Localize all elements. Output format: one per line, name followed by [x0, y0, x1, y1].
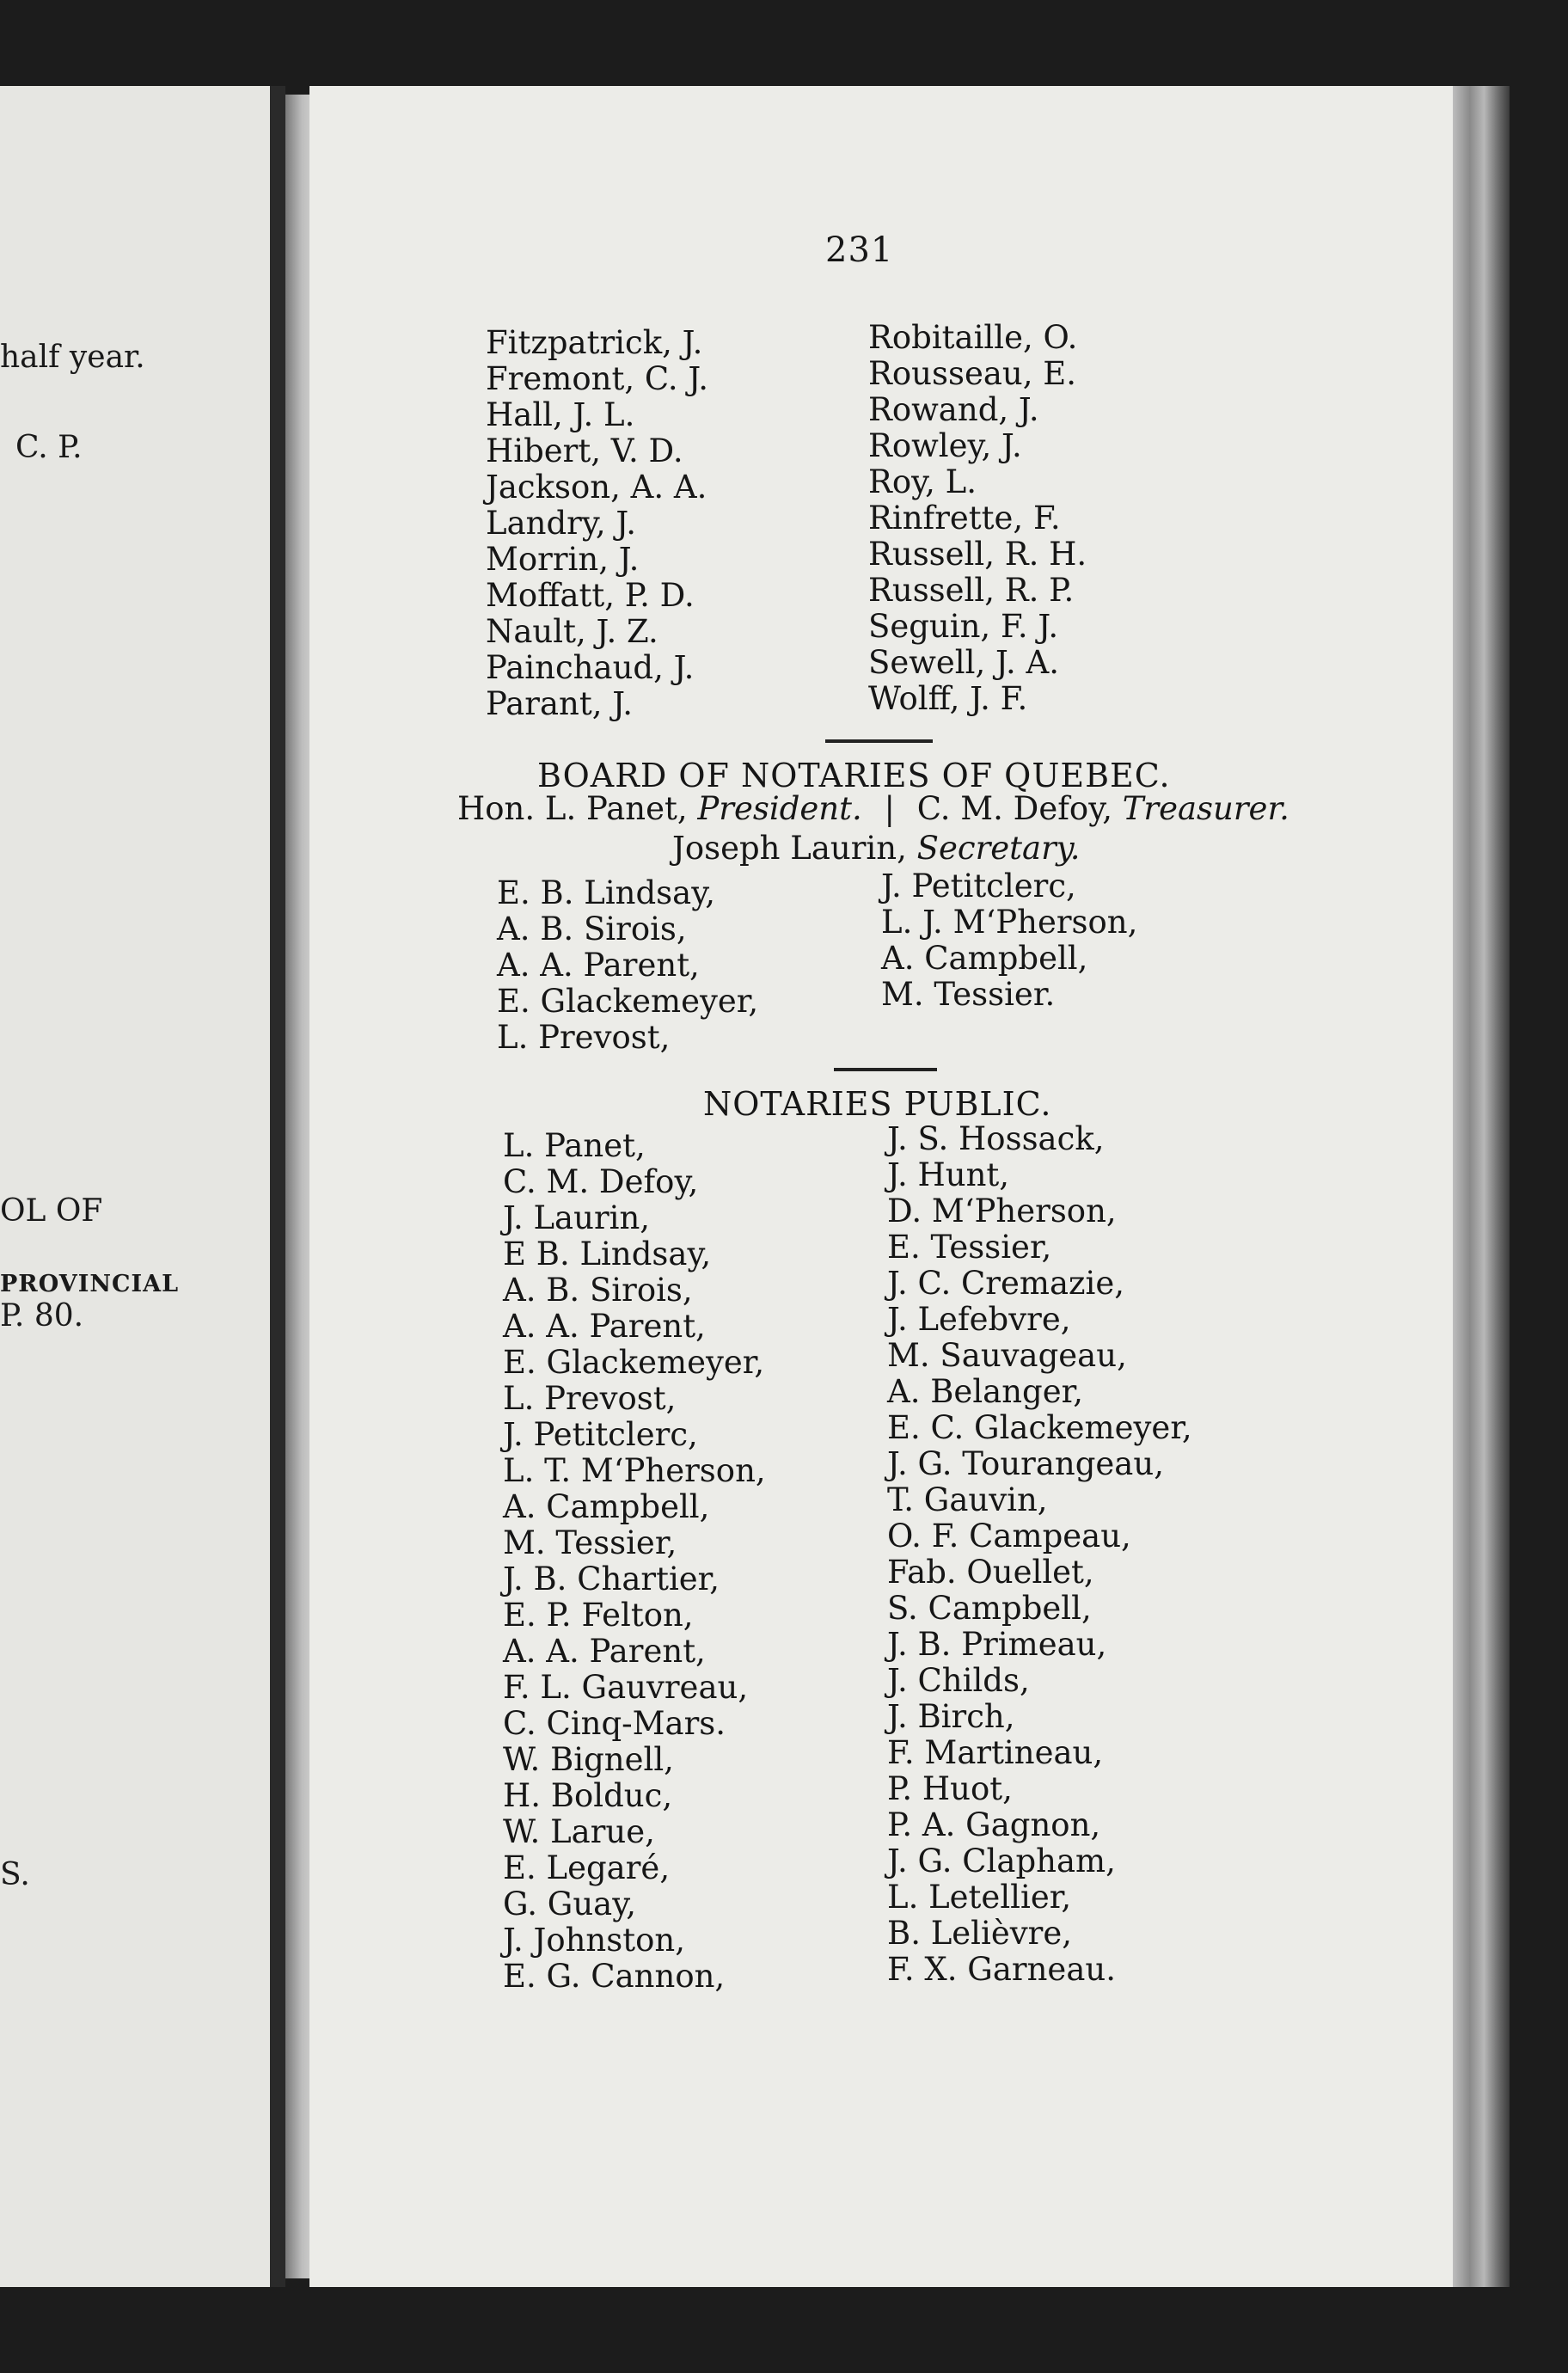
list-item: J. Laurin,: [503, 1199, 651, 1236]
left-fragment-s: S.: [0, 1857, 30, 1892]
notaries-left: [503, 1128, 766, 1995]
list-item: C. Cinq-Mars.: [503, 1705, 726, 1742]
list-item: Fremont, C. J.: [486, 360, 709, 397]
president-title: President.: [697, 790, 862, 827]
list-item: L. Prevost,: [503, 1380, 677, 1417]
list-item: Rowand, J.: [868, 391, 1039, 428]
list-item: A. B. Sirois,: [497, 911, 687, 947]
list-item: W. Bignell,: [503, 1741, 674, 1778]
board-members-right: [881, 868, 1137, 1013]
list-item: Parant, J.: [486, 685, 633, 722]
top-list-left: [486, 325, 708, 722]
list-item: B. Lelièvre,: [887, 1915, 1072, 1952]
list-item: L. Prevost,: [497, 1019, 671, 1056]
page-number: 231: [825, 230, 894, 270]
list-item: Fitzpatrick, J.: [486, 324, 703, 361]
list-item: G. Guay,: [503, 1886, 636, 1922]
list-item: Landry, J.: [486, 505, 637, 542]
list-item: S. Campbell,: [887, 1590, 1092, 1627]
list-item: Nault, J. Z.: [486, 613, 658, 650]
list-item: A. A. Parent,: [503, 1633, 706, 1670]
list-item: W. Larue,: [503, 1813, 655, 1850]
left-fragment-provincial: PROVINCIAL: [0, 1271, 180, 1297]
section-divider: [825, 739, 933, 743]
list-item: C. M. Defoy,: [503, 1163, 699, 1200]
list-item: M. Tessier,: [503, 1524, 677, 1561]
list-item: J. Lefebvre,: [887, 1301, 1071, 1338]
list-item: L. Letellier,: [887, 1879, 1072, 1916]
list-item: Hall, J. L.: [486, 396, 635, 433]
list-item: Seguin, F. J.: [868, 608, 1059, 645]
secretary-title: Secretary.: [916, 830, 1081, 867]
left-fragment-half-year: half year.: [0, 340, 145, 375]
left-fragment-p80: P. 80.: [0, 1298, 84, 1334]
left-fragment-cp: C. P.: [15, 430, 83, 465]
list-item: Sewell, J. A.: [868, 644, 1059, 681]
list-item: F. L. Gauvreau,: [503, 1669, 749, 1706]
notaries-heading: NOTARIES PUBLIC.: [703, 1085, 1052, 1123]
list-item: J. B. Primeau,: [887, 1626, 1107, 1663]
left-fragment-ol-of: OL OF: [0, 1193, 103, 1229]
list-item: A. A. Parent,: [503, 1308, 706, 1345]
officer-separator: |: [884, 790, 895, 827]
treasurer-name: C. M. Defoy,: [916, 790, 1112, 827]
list-item: J. Petitclerc,: [503, 1416, 698, 1453]
list-item: E. G. Cannon,: [503, 1958, 726, 1995]
list-item: J. B. Chartier,: [503, 1561, 720, 1597]
secretary-name: Joseph Laurin,: [672, 830, 907, 867]
officers-line-2: [672, 829, 1300, 868]
officers-line-1: [457, 789, 1300, 829]
list-item: A. Campbell,: [503, 1488, 710, 1525]
board-officers: [457, 789, 1300, 868]
list-item: J. G. Clapham,: [887, 1843, 1116, 1879]
list-item: O. F. Campeau,: [887, 1518, 1131, 1554]
list-item: T. Gauvin,: [887, 1481, 1048, 1518]
list-item: Wolff, J. F.: [868, 680, 1028, 717]
list-item: Morrin, J.: [486, 541, 640, 578]
book-gutter: [270, 86, 285, 2287]
list-item: J. S. Hossack,: [887, 1120, 1105, 1157]
list-item: J. G. Tourangeau,: [887, 1445, 1164, 1482]
list-item: J. Birch,: [887, 1698, 1015, 1735]
list-item: J. Petitclerc,: [881, 868, 1076, 904]
list-item: E. Glackemeyer,: [497, 983, 759, 1020]
list-item: E B. Lindsay,: [503, 1236, 712, 1272]
list-item: M. Tessier.: [881, 976, 1056, 1013]
list-item: Russell, R. H.: [868, 536, 1087, 573]
list-item: L. T. M‘Pherson,: [503, 1452, 766, 1489]
page-edge: [1453, 86, 1510, 2287]
list-item: Rousseau, E.: [868, 355, 1077, 392]
list-item: A. B. Sirois,: [503, 1272, 693, 1309]
list-item: F. Martineau,: [887, 1734, 1104, 1771]
top-list-right: [868, 320, 1087, 717]
list-item: J. Childs,: [887, 1662, 1030, 1699]
list-item: E. B. Lindsay,: [497, 874, 715, 911]
board-members-left: [497, 875, 758, 1056]
list-item: P. A. Gagnon,: [887, 1806, 1101, 1843]
list-item: L. J. M‘Pherson,: [881, 904, 1138, 941]
list-item: Robitaille, O.: [868, 319, 1078, 356]
list-item: Rowley, J.: [868, 427, 1022, 464]
list-item: H. Bolduc,: [503, 1777, 673, 1814]
list-item: Hibert, V. D.: [486, 432, 683, 469]
left-page: [0, 86, 275, 2287]
list-item: E. P. Felton,: [503, 1597, 694, 1634]
board-heading: BOARD OF NOTARIES OF QUEBEC.: [537, 757, 1171, 794]
notaries-right: [887, 1121, 1192, 1988]
list-item: D. M‘Pherson,: [887, 1193, 1117, 1229]
list-item: A. Campbell,: [881, 940, 1088, 977]
list-item: Moffatt, P. D.: [486, 577, 695, 614]
president-name: Hon. L. Panet,: [457, 790, 688, 827]
list-item: Rinfrette, F.: [868, 500, 1061, 537]
list-item: M. Sauvageau,: [887, 1337, 1127, 1374]
list-item: E. Legaré,: [503, 1849, 671, 1886]
list-item: Painchaud, J.: [486, 649, 695, 686]
list-item: L. Panet,: [503, 1127, 646, 1164]
list-item: Jackson, A. A.: [486, 469, 707, 506]
list-item: F. X. Garneau.: [887, 1951, 1116, 1988]
list-item: J. Hunt,: [887, 1156, 1010, 1193]
list-item: A. Belanger,: [887, 1373, 1084, 1410]
list-item: J. C. Cremazie,: [887, 1265, 1125, 1302]
section-divider: [834, 1068, 937, 1071]
list-item: A. A. Parent,: [497, 947, 700, 984]
list-item: Russell, R. P.: [868, 572, 1075, 609]
list-item: E. Tessier,: [887, 1229, 1052, 1266]
list-item: Roy, L.: [868, 463, 977, 500]
list-item: E. C. Glackemeyer,: [887, 1409, 1192, 1446]
list-item: P. Huot,: [887, 1770, 1013, 1807]
list-item: Fab. Ouellet,: [887, 1554, 1094, 1591]
list-item: J. Johnston,: [503, 1922, 685, 1959]
list-item: E. Glackemeyer,: [503, 1344, 765, 1381]
treasurer-title: Treasurer.: [1122, 790, 1289, 827]
